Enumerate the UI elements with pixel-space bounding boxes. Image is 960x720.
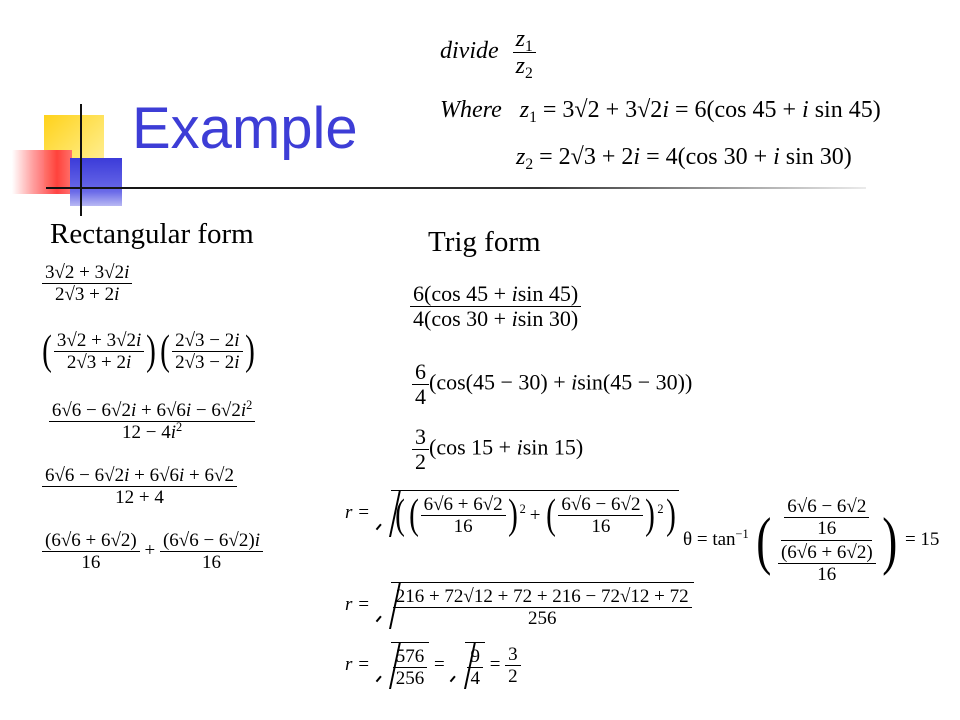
rect-step-2: ( $\frac{3√2 + 3√2i}{2√3 + 2i}$ )( $\frac{2√3 - 2i}{2√3 - 2i}$ ) bbox=[42, 327, 255, 374]
rect-step-4: $\frac{6√6 - 6√2i + 6√6i + 6√2}{12 + 4}$ bbox=[42, 465, 237, 508]
trig-step-2: $\frac{6}{4}$ (cos(45 − 30) + isin(45 − 30)) bbox=[412, 360, 692, 409]
trig-form-label: Trig form bbox=[428, 226, 541, 258]
title-decoration-blue bbox=[70, 158, 122, 206]
trig-step-1: $\frac{6(\cos 45 + isin 45)}{4(\cos 30 + isin 30)}$ bbox=[410, 282, 581, 331]
z1-over-z2: $\frac{z_1}{z_2}$ bbox=[513, 26, 536, 79]
rectangular-form-label: Rectangular form bbox=[50, 218, 254, 250]
modulus-step-2: r = $\frac{216 + 72√12 + 72 + 216 - 72√12 + 72}{256}$ bbox=[345, 582, 694, 629]
problem-divide-line bbox=[440, 26, 536, 83]
rect-step-5: $\frac{(6√6 + 6√2)}{16}$ + $\frac{(6√6 - 6√2)i}{16}$ bbox=[42, 530, 263, 573]
problem-z2-line: $z_2 = 2√3 + 2i = 4(\cos$ 30 + i sin 30) bbox=[516, 144, 852, 174]
title-decoration-vline bbox=[80, 104, 82, 216]
problem-z1-line: Where $z_1 = 3√2 + 3√2i = 6(\cos$ 45 + i sin 45) bbox=[440, 97, 881, 127]
rect-step-3: $\frac{6√6 - 6√2i + 6√6i - 6√2i^2}{12 - 4i^2}$ bbox=[42, 400, 262, 443]
modulus-step-3: r = $\frac{576}{256}$ = $\frac{9}{4}$ = $\frac{3}{2}$ bbox=[345, 642, 521, 689]
trig-step-3: $\frac{3}{2}$ (cos 15 + isin 15) bbox=[412, 425, 583, 474]
argument-step: $\theta = \tan^{-1}$ ( $\frac{\frac{6√6 - 6√2}{16}}{\frac{(6√6 + 6√2)}{16}}$ ) = 15 bbox=[683, 496, 940, 585]
divide-word: divide bbox=[440, 38, 499, 65]
where-word: Where bbox=[440, 97, 502, 123]
slide-title: Example bbox=[132, 96, 358, 161]
modulus-step-1: r = ( ( $\frac{6√6 + 6√2}{16}$ ) 2 + ( $\frac{6√6 - 6√2}{16}$ ) 2 ) bbox=[345, 490, 679, 537]
title-underline bbox=[46, 187, 866, 189]
rect-step-1: $\frac{3√2 + 3√2i}{2√3 + 2i}$ bbox=[42, 262, 132, 305]
